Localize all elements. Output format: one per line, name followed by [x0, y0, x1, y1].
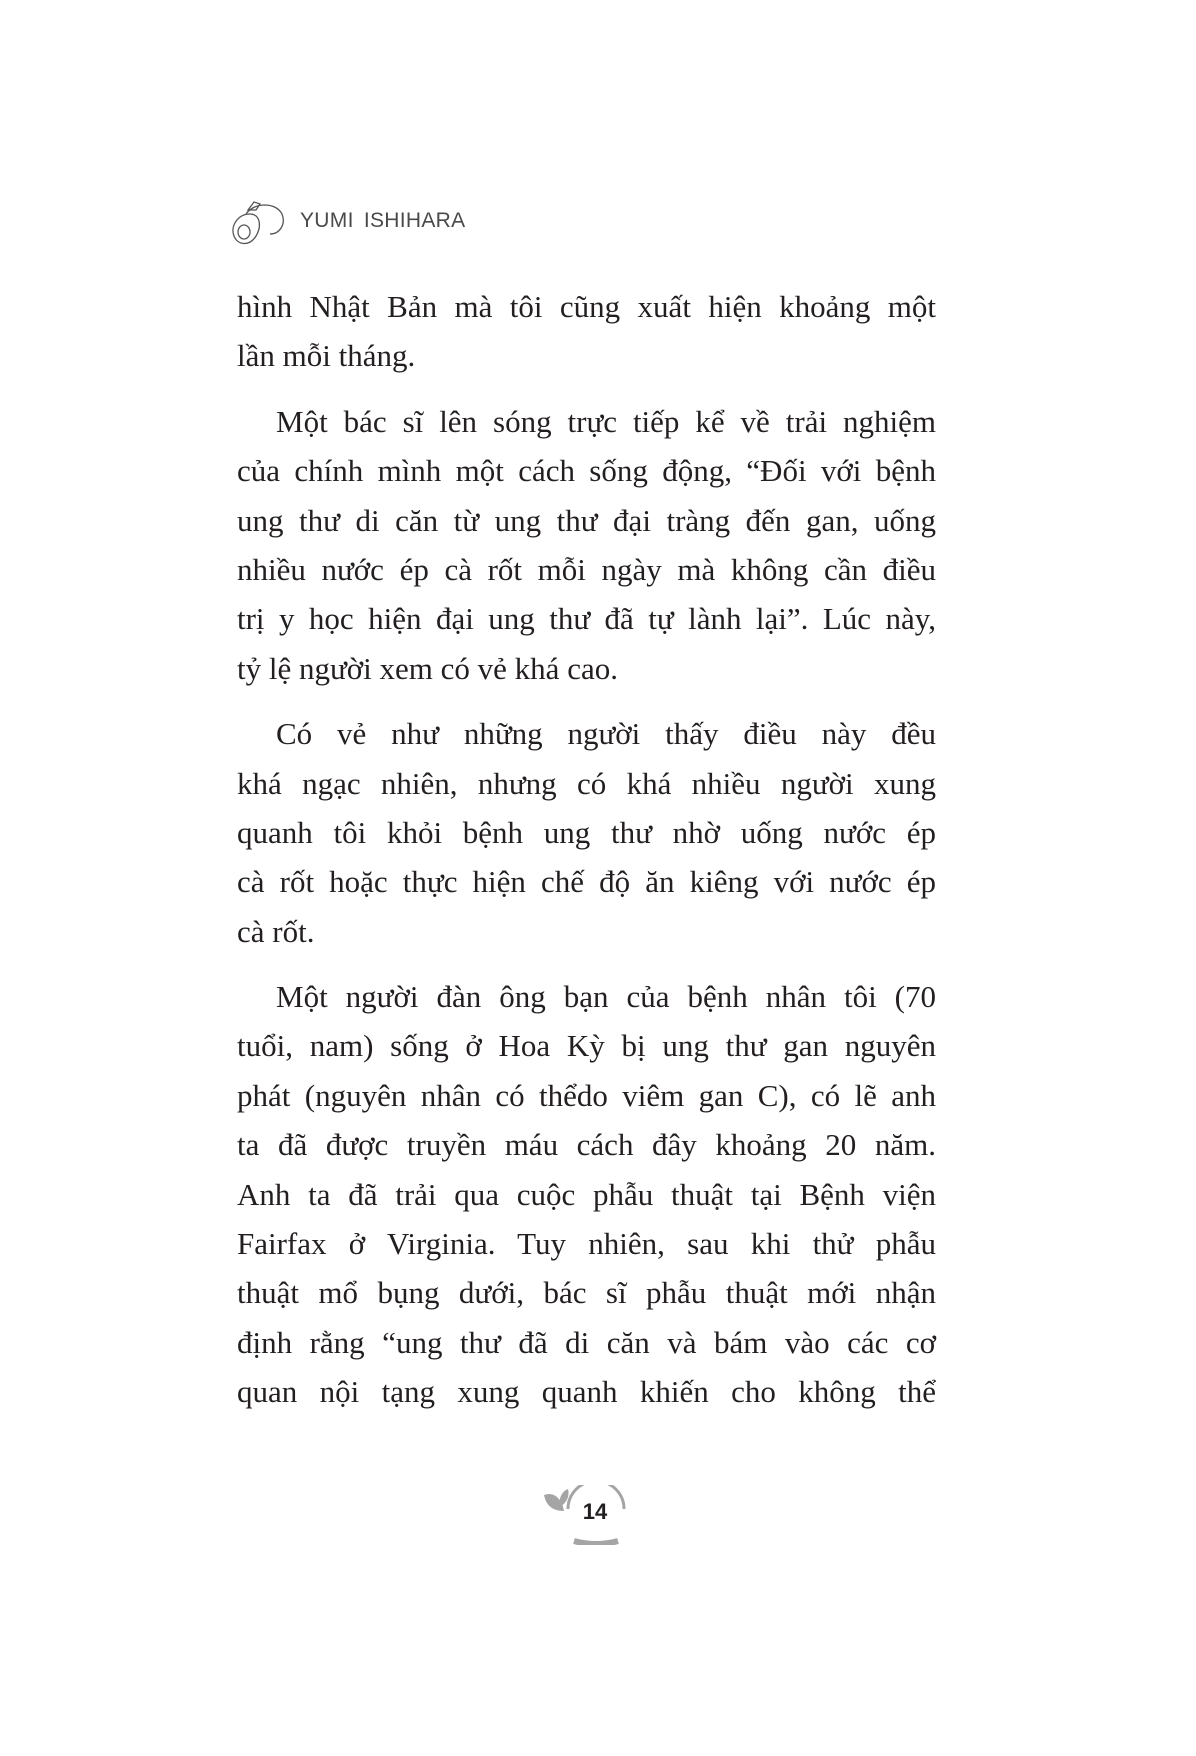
text-line: Fairfax ở Virginia. Tuy nhiên, sau khi thử phẫu	[237, 1226, 936, 1262]
text-line: cà rốt hoặc thực hiện chế độ ăn kiêng với nước ép	[237, 864, 936, 900]
text-line: Có vẻ như những người thấy điều này đều	[276, 716, 936, 752]
page-number-badge	[538, 1485, 638, 1545]
text-line: lần mỗi tháng.	[237, 338, 416, 374]
paragraph	[237, 709, 936, 956]
text-line: ung thư di căn từ ung thư đại tràng đến gan, uống	[237, 502, 936, 538]
avocado-icon	[226, 192, 288, 250]
page-number: 14	[582, 1499, 608, 1524]
text-line: nhiều nước ép cà rốt mỗi ngày mà không cần điều	[237, 551, 936, 587]
text-line: Một bác sĩ lên sóng trực tiếp kể về trải nghiệm	[276, 403, 936, 439]
text-line: định rằng “ung thư đã di căn và bám vào các cơ	[237, 1324, 936, 1360]
text-line: cà rốt.	[237, 913, 315, 949]
text-line: phát (nguyên nhân có thểdo viêm gan C), có lẽ anh	[237, 1077, 936, 1113]
paragraph	[237, 282, 936, 381]
text-line: quanh tôi khỏi bệnh ung thư nhờ uống nước ép	[237, 814, 936, 850]
text-line: trị y học hiện đại ung thư đã tự lành lại”. Lúc này,	[237, 601, 936, 637]
running-header	[226, 192, 465, 250]
text-line: tuổi, nam) sống ở Hoa Kỳ bị ung thư gan nguyên	[237, 1028, 936, 1064]
text-line: quan nội tạng xung quanh khiến cho không thể	[237, 1374, 936, 1410]
text-line: Anh ta đã trải qua cuộc phẫu thuật tại Bệnh viện	[237, 1176, 936, 1212]
text-line: Một người đàn ông bạn của bệnh nhân tôi (70	[276, 979, 936, 1015]
text-line: của chính mình một cách sống động, “Đối với bệnh	[237, 453, 936, 489]
paragraph	[237, 972, 936, 1417]
paragraph	[237, 397, 936, 693]
page-body-text	[237, 282, 936, 1433]
text-line: khá ngạc nhiên, nhưng có khá nhiều người xung	[237, 765, 936, 801]
text-line: hình Nhật Bản mà tôi cũng xuất hiện khoảng một	[237, 289, 936, 324]
author-name: YUMI ISHIHARA	[300, 209, 466, 232]
text-line: ta đã được truyền máu cách đây khoảng 20 năm.	[237, 1127, 936, 1163]
text-line: tỷ lệ người xem có vẻ khá cao.	[237, 650, 618, 686]
text-line: thuật mổ bụng dưới, bác sĩ phẫu thuật mới nhận	[237, 1275, 936, 1311]
